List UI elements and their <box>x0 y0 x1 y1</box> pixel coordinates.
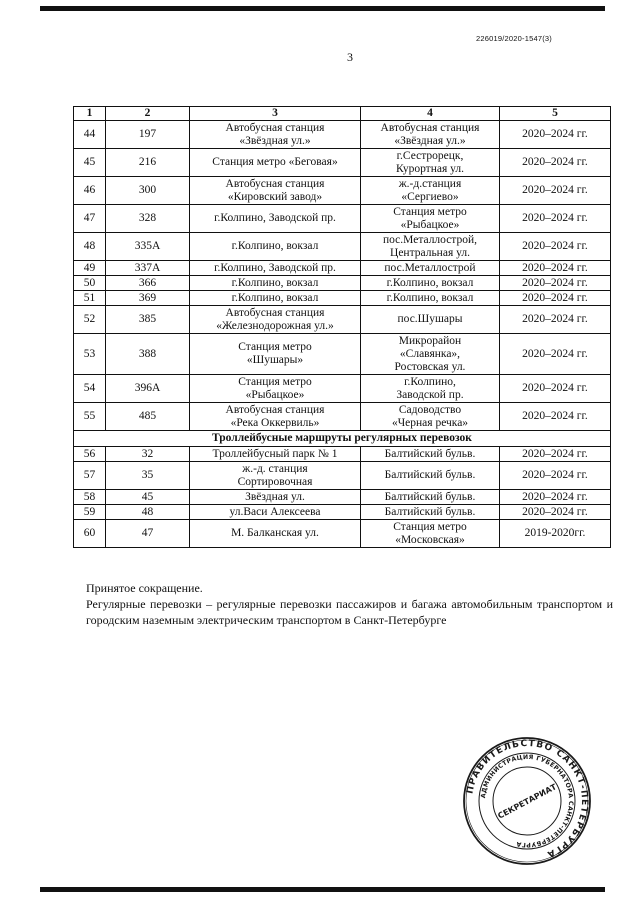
column-header: 3 <box>190 107 361 121</box>
table-row <box>74 462 611 490</box>
route-number-cell: 366 <box>106 276 190 291</box>
table-row <box>74 177 611 205</box>
official-seal <box>462 736 592 866</box>
period-cell: 2019-2020гг. <box>500 520 611 548</box>
period-cell: 2020–2024 гг. <box>500 276 611 291</box>
destination-cell <box>361 205 500 233</box>
destination-cell-line: Садоводство <box>398 403 462 416</box>
table-row <box>74 261 611 276</box>
row-number-cell: 44 <box>74 121 106 149</box>
column-header: 2 <box>106 107 190 121</box>
period-cell: 2020–2024 гг. <box>500 205 611 233</box>
destination-cell-line: «Московская» <box>395 533 465 546</box>
origin-cell-line: Станция метро <box>238 375 312 388</box>
table-row <box>74 520 611 548</box>
row-number-cell: 56 <box>74 447 106 462</box>
destination-cell-line: пос.Шушары <box>397 313 463 325</box>
destination-cell-line: Балтийский бульв. <box>384 469 476 481</box>
trolleybus-section-heading: Троллейбусные маршруты регулярных перевозок <box>74 431 611 447</box>
row-number-cell: 54 <box>74 375 106 403</box>
origin-cell-line: ж.-д. станция <box>242 462 308 475</box>
origin-cell-line: «Река Оккервиль» <box>230 416 320 429</box>
row-number-cell: 57 <box>74 462 106 490</box>
origin-cell-line: «Звёздная ул.» <box>239 134 311 147</box>
destination-cell-line: г.Колпино, вокзал <box>386 291 474 304</box>
period-cell: 2020–2024 гг. <box>500 403 611 431</box>
origin-cell-line: ул.Васи Алексеева <box>229 505 321 518</box>
destination-cell <box>361 177 500 205</box>
table-row <box>74 291 611 306</box>
route-number-cell: 396А <box>106 375 190 403</box>
destination-cell <box>361 334 500 375</box>
origin-cell-line: г.Колпино, Заводской пр. <box>214 212 336 224</box>
table-row <box>74 490 611 505</box>
row-number-cell: 46 <box>74 177 106 205</box>
period-cell: 2020–2024 гг. <box>500 447 611 462</box>
route-number-cell: 388 <box>106 334 190 375</box>
origin-cell-line: Станция метро <box>238 341 312 353</box>
origin-cell <box>190 447 361 462</box>
destination-cell-line: Станция метро <box>393 520 467 533</box>
routes-table <box>73 106 611 548</box>
destination-cell <box>361 462 500 490</box>
table-row <box>74 121 611 149</box>
route-number-cell: 197 <box>106 121 190 149</box>
period-cell: 2020–2024 гг. <box>500 121 611 149</box>
period-cell: 2020–2024 гг. <box>500 149 611 177</box>
destination-cell-line: «Сергиево» <box>401 190 459 203</box>
origin-cell-line: Троллейбусный парк № 1 <box>212 447 338 460</box>
destination-cell <box>361 520 500 548</box>
row-number-cell: 48 <box>74 233 106 261</box>
destination-cell-line: Станция метро <box>393 205 467 218</box>
origin-cell <box>190 121 361 149</box>
column-header: 5 <box>500 107 611 121</box>
table-row <box>74 306 611 334</box>
origin-cell <box>190 276 361 291</box>
period-cell: 2020–2024 гг. <box>500 490 611 505</box>
period-cell: 2020–2024 гг. <box>500 462 611 490</box>
table-row <box>74 334 611 375</box>
note-title: Принятое сокращение. <box>86 581 203 595</box>
abbreviation-note <box>86 580 613 628</box>
destination-cell <box>361 149 500 177</box>
route-number-cell: 328 <box>106 205 190 233</box>
route-number-cell: 385 <box>106 306 190 334</box>
route-number-cell: 300 <box>106 177 190 205</box>
destination-cell-line: ж.-д.станция <box>398 177 462 190</box>
destination-cell-line: Микрорайон <box>398 334 462 347</box>
origin-cell-line: г.Колпино, вокзал <box>231 240 319 252</box>
destination-cell-line: «Славянка», <box>399 347 461 360</box>
period-cell: 2020–2024 гг. <box>500 177 611 205</box>
table-row <box>74 149 611 177</box>
table-row <box>74 447 611 462</box>
origin-cell <box>190 334 361 375</box>
destination-cell-line: «Черная речка» <box>391 416 469 429</box>
row-number-cell: 59 <box>74 505 106 520</box>
origin-cell-line: «Рыбацкое» <box>245 388 305 401</box>
row-number-cell: 55 <box>74 403 106 431</box>
route-number-cell: 337А <box>106 261 190 276</box>
origin-cell <box>190 291 361 306</box>
origin-cell <box>190 261 361 276</box>
row-number-cell: 47 <box>74 205 106 233</box>
row-number-cell: 52 <box>74 306 106 334</box>
origin-cell-line: «Шушары» <box>246 354 304 366</box>
row-number-cell: 53 <box>74 334 106 375</box>
seal-outer-text: ПРАВИТЕЛЬСТВО САНКТ-ПЕТЕРБУРГА <box>465 738 590 860</box>
destination-cell <box>361 403 500 431</box>
destination-cell-line: Курортная ул. <box>396 162 464 175</box>
column-header: 4 <box>361 107 500 121</box>
destination-cell-line: «Рыбацкое» <box>400 218 460 231</box>
origin-cell-line: Автобусная станция <box>225 403 325 416</box>
origin-cell-line: г.Колпино, вокзал <box>231 276 319 289</box>
origin-cell-line: Автобусная станция <box>225 121 325 134</box>
seal-center-text: СЕКРЕТАРИАТ <box>496 782 559 821</box>
route-number-cell: 47 <box>106 520 190 548</box>
note-text: Регулярные перевозки – регулярные перевозки пассажиров и багажа автомобильным транспортом и городским наземным электрическим транспортом в Санкт-Петербурге <box>86 597 613 627</box>
table-row <box>74 403 611 431</box>
destination-cell <box>361 261 500 276</box>
table-row <box>74 375 611 403</box>
table-row <box>74 233 611 261</box>
table-row <box>74 205 611 233</box>
route-number-cell: 485 <box>106 403 190 431</box>
section-heading-row <box>74 431 611 447</box>
destination-cell <box>361 490 500 505</box>
destination-cell-line: пос.Металлострой, <box>382 233 478 246</box>
route-number-cell: 35 <box>106 462 190 490</box>
destination-cell-line: г.Колпино, вокзал <box>386 276 474 289</box>
origin-cell <box>190 205 361 233</box>
destination-cell-line: Балтийский бульв. <box>384 505 476 518</box>
route-number-cell: 369 <box>106 291 190 306</box>
table-row <box>74 505 611 520</box>
origin-cell <box>190 149 361 177</box>
destination-cell-line: Балтийский бульв. <box>384 490 476 503</box>
route-number-cell: 32 <box>106 447 190 462</box>
origin-cell <box>190 505 361 520</box>
period-cell: 2020–2024 гг. <box>500 375 611 403</box>
origin-cell-line: Станция метро «Беговая» <box>212 156 338 168</box>
destination-cell <box>361 291 500 306</box>
destination-cell <box>361 121 500 149</box>
origin-cell <box>190 403 361 431</box>
table-header-row <box>74 107 611 121</box>
origin-cell-line: Автобусная станция <box>225 306 325 319</box>
top-rule <box>40 6 605 11</box>
route-number-cell: 45 <box>106 490 190 505</box>
period-cell: 2020–2024 гг. <box>500 233 611 261</box>
period-cell: 2020–2024 гг. <box>500 334 611 375</box>
destination-cell <box>361 306 500 334</box>
origin-cell <box>190 490 361 505</box>
period-cell: 2020–2024 гг. <box>500 306 611 334</box>
seal-inner-text: АДМИНИСТРАЦИЯ ГУБЕРНАТОРА САНКТ-ПЕТЕРБУРГА <box>480 753 575 849</box>
column-header: 1 <box>74 107 106 121</box>
row-number-cell: 51 <box>74 291 106 306</box>
origin-cell-line: М. Балканская ул. <box>231 527 319 539</box>
origin-cell <box>190 306 361 334</box>
origin-cell <box>190 375 361 403</box>
origin-cell <box>190 462 361 490</box>
origin-cell-line: Звёздная ул. <box>245 490 305 503</box>
destination-cell-line: Центральная ул. <box>390 246 470 259</box>
origin-cell <box>190 177 361 205</box>
route-number-cell: 216 <box>106 149 190 177</box>
destination-cell-line: г.Колпино, <box>404 375 456 388</box>
destination-cell-line: Ростовская ул. <box>394 360 466 373</box>
row-number-cell: 60 <box>74 520 106 548</box>
period-cell: 2020–2024 гг. <box>500 261 611 276</box>
origin-cell <box>190 233 361 261</box>
bottom-rule <box>40 887 605 892</box>
origin-cell-line: г.Колпино, Заводской пр. <box>214 261 336 274</box>
route-number-cell: 335А <box>106 233 190 261</box>
origin-cell <box>190 520 361 548</box>
period-cell: 2020–2024 гг. <box>500 291 611 306</box>
destination-cell <box>361 276 500 291</box>
destination-cell <box>361 505 500 520</box>
origin-cell-line: Сортировочная <box>237 475 313 488</box>
period-cell: 2020–2024 гг. <box>500 505 611 520</box>
route-number-cell: 48 <box>106 505 190 520</box>
routes-table-body <box>74 121 611 548</box>
document-id: 226019/2020-1547(3) <box>476 34 552 43</box>
origin-cell-line: Автобусная станция <box>225 177 325 190</box>
destination-cell-line: «Звёздная ул.» <box>394 134 466 147</box>
row-number-cell: 49 <box>74 261 106 276</box>
page-number: 3 <box>347 50 353 64</box>
origin-cell-line: «Железнодорожная ул.» <box>216 319 334 332</box>
destination-cell-line: Автобусная станция <box>380 121 480 134</box>
origin-cell-line: г.Колпино, вокзал <box>231 291 319 304</box>
destination-cell <box>361 375 500 403</box>
row-number-cell: 58 <box>74 490 106 505</box>
destination-cell <box>361 447 500 462</box>
destination-cell <box>361 233 500 261</box>
destination-cell-line: пос.Металлострой <box>384 261 476 274</box>
table-row <box>74 276 611 291</box>
destination-cell-line: Балтийский бульв. <box>384 447 476 460</box>
row-number-cell: 45 <box>74 149 106 177</box>
destination-cell-line: Заводской пр. <box>396 388 464 401</box>
origin-cell-line: «Кировский завод» <box>227 190 323 203</box>
row-number-cell: 50 <box>74 276 106 291</box>
destination-cell-line: г.Сестрорецк, <box>396 149 464 162</box>
